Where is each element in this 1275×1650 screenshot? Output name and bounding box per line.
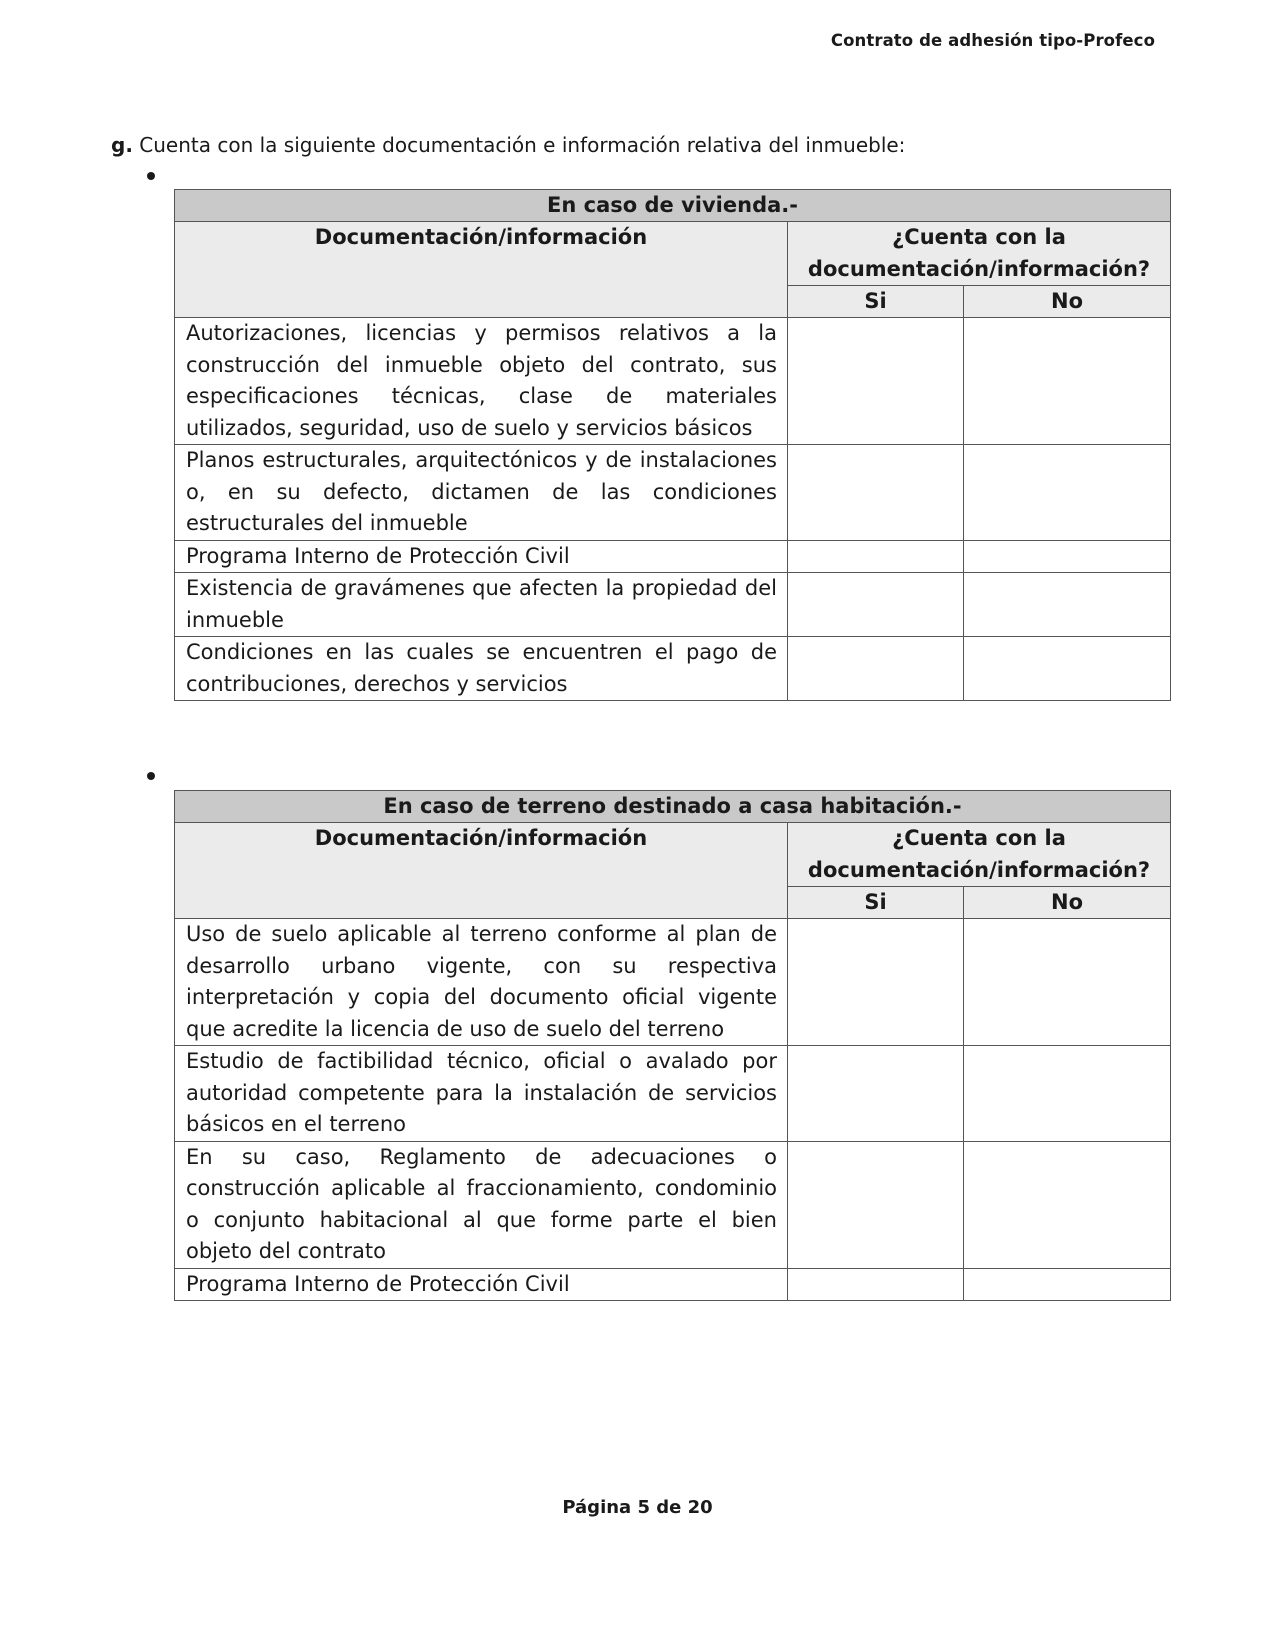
table-row: [175, 637, 1171, 701]
row-item-text: Estudio de factibilidad técnico, oficial o avalado por autoridad competente para la instalación de servicios básicos en el terreno: [175, 1046, 788, 1142]
row-item-text: Planos estructurales, arquitectónicos y de instalaciones o, en su defecto, dictamen de las condiciones estructurales del inmueble: [175, 445, 788, 541]
column-header-documentation: Documentación/información: [175, 222, 788, 318]
column-header-si: Si: [788, 887, 964, 919]
table-row: [175, 445, 1171, 541]
si-cell[interactable]: [788, 573, 964, 637]
si-cell[interactable]: [788, 1046, 964, 1142]
table-terreno: [174, 790, 1171, 1301]
table-title: En caso de terreno destinado a casa habitación.-: [175, 791, 1171, 823]
si-cell[interactable]: [788, 1268, 964, 1301]
table-vivienda: [174, 189, 1171, 701]
column-header-no: No: [964, 887, 1171, 919]
no-cell[interactable]: [964, 540, 1171, 573]
bullet-1: [147, 172, 155, 180]
row-item-text: Uso de suelo aplicable al terreno conforme al plan de desarrollo urbano vigente, con su respectiva interpretación y copia del documento oficial vigente que acredite la licencia de uso de suelo del terreno: [175, 919, 788, 1046]
no-cell[interactable]: [964, 637, 1171, 701]
column-header-no: No: [964, 286, 1171, 318]
column-header-documentation: Documentación/información: [175, 823, 788, 919]
bullet-2: [147, 772, 155, 780]
column-header-question: ¿Cuenta con la documentación/información?: [788, 222, 1171, 286]
table-row: [175, 573, 1171, 637]
row-item-text: Autorizaciones, licencias y permisos relativos a la construcción del inmueble objeto del contrato, sus especificaciones técnicas, clase de materiales utilizados, seguridad, uso de suelo y servicios básicos: [175, 318, 788, 445]
column-header-si: Si: [788, 286, 964, 318]
document-header-title: Contrato de adhesión tipo-Profeco: [830, 31, 1155, 50]
no-cell[interactable]: [964, 318, 1171, 445]
si-cell[interactable]: [788, 318, 964, 445]
row-item-text: Condiciones en las cuales se encuentren el pago de contribuciones, derechos y servicios: [175, 637, 788, 701]
table-row: [175, 318, 1171, 445]
intro-letter: g.: [111, 133, 133, 157]
row-item-text: Existencia de gravámenes que afecten la propiedad del inmueble: [175, 573, 788, 637]
table-row: [175, 1141, 1171, 1268]
si-cell[interactable]: [788, 919, 964, 1046]
si-cell[interactable]: [788, 540, 964, 573]
table-title: En caso de vivienda.-: [175, 190, 1171, 222]
table-row: [175, 1268, 1171, 1301]
table-row: [175, 1046, 1171, 1142]
no-cell[interactable]: [964, 1268, 1171, 1301]
si-cell[interactable]: [788, 445, 964, 541]
column-header-question: ¿Cuenta con la documentación/información?: [788, 823, 1171, 887]
no-cell[interactable]: [964, 1046, 1171, 1142]
table-row: [175, 919, 1171, 1046]
no-cell[interactable]: [964, 445, 1171, 541]
row-item-text: Programa Interno de Protección Civil: [175, 1268, 788, 1301]
si-cell[interactable]: [788, 637, 964, 701]
no-cell[interactable]: [964, 1141, 1171, 1268]
si-cell[interactable]: [788, 1141, 964, 1268]
intro-paragraph: [111, 133, 905, 157]
no-cell[interactable]: [964, 919, 1171, 1046]
page-number: Página 5 de 20: [562, 1497, 713, 1518]
no-cell[interactable]: [964, 573, 1171, 637]
intro-text: Cuenta con la siguiente documentación e información relativa del inmueble:: [132, 133, 906, 157]
row-item-text: Programa Interno de Protección Civil: [175, 540, 788, 573]
row-item-text: En su caso, Reglamento de adecuaciones o construcción aplicable al fraccionamiento, condominio o conjunto habitacional al que forme parte el bien objeto del contrato: [175, 1141, 788, 1268]
table-row: [175, 540, 1171, 573]
